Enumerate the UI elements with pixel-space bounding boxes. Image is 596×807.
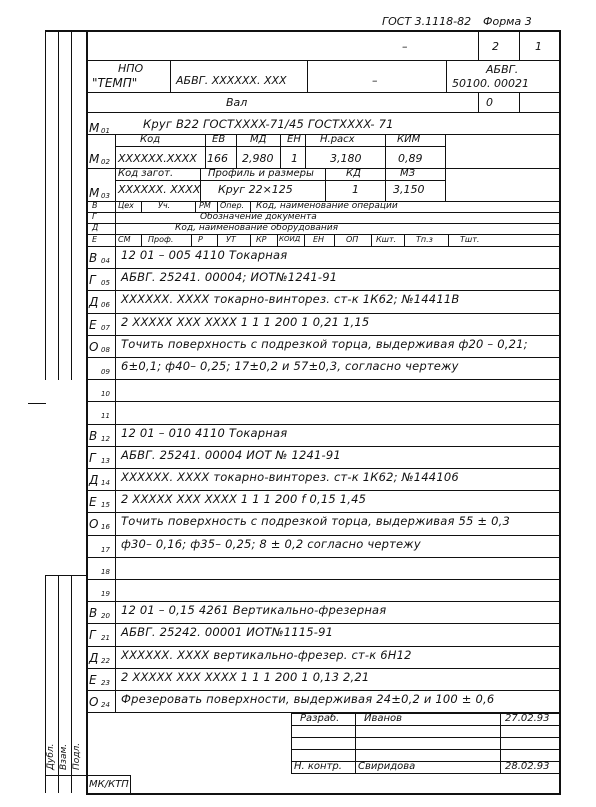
row-letter: Г xyxy=(89,628,96,642)
legend-g-text: Обозначение документа xyxy=(200,212,317,222)
row-number: 05 xyxy=(101,279,110,287)
row-label-sep xyxy=(115,668,116,690)
m03-v-profile: Круг 22×125 xyxy=(218,183,293,196)
m03-h-code: Код загот. xyxy=(118,168,174,179)
row-number: 04 xyxy=(101,257,110,265)
row-text: Точить поверхность с подрезкой торца, выдерживая ф20 – 0,21; xyxy=(121,337,528,351)
part-code-2: 50100. 00021 xyxy=(452,77,529,90)
hdr-v-2 xyxy=(519,30,520,61)
sheets-total: 1 xyxy=(535,40,542,53)
leg-b-v3 xyxy=(217,201,218,212)
standard-code: ГОСТ 3.1118-82 xyxy=(382,15,472,28)
row-letter: Е xyxy=(89,673,97,687)
row-text: 12 01 – 0,15 4261 Вертикально-фрезерная xyxy=(121,603,387,617)
corner-v xyxy=(130,775,131,794)
m03-v-3 xyxy=(385,168,386,201)
m02-v-1 xyxy=(115,134,116,201)
m03-v-kd: 1 xyxy=(352,183,359,196)
hdr-v-1 xyxy=(478,30,479,61)
leg-e-v9 xyxy=(404,234,405,246)
m02-h-code: Код xyxy=(140,134,161,145)
revision-zero: 0 xyxy=(486,96,493,109)
row-label-sep xyxy=(115,512,116,535)
row-text: 6±0,1; ф40– 0,25; 17±0,2 и 57±0,3, согласно чертежу xyxy=(121,359,459,373)
row-number: 23 xyxy=(101,679,110,687)
row-line xyxy=(86,424,560,425)
row-text: Точить поверхность с подрезкой торца, выдерживая 55 ± 0,3 xyxy=(121,514,510,528)
footer-line-2 xyxy=(291,737,559,738)
m03-v-4 xyxy=(445,168,446,201)
row-line xyxy=(86,557,560,558)
sheet-number: 2 xyxy=(492,40,499,53)
hdr-v-5 xyxy=(446,60,447,93)
header-dash-2: – xyxy=(372,74,378,87)
row-text: 12 01 – 010 4110 Токарная xyxy=(121,426,288,440)
leg-e-v3 xyxy=(217,234,218,246)
row-label-sep xyxy=(115,468,116,490)
footer-line-5 xyxy=(291,773,559,774)
m03-h-kd: КД xyxy=(346,168,361,179)
row-label-sep xyxy=(115,379,116,401)
row-number: 17 xyxy=(101,546,110,554)
legend-d-text: Код, наименование оборудования xyxy=(175,223,339,233)
footer-date-2: 28.02.93 xyxy=(505,761,550,772)
row-letter: В xyxy=(89,251,98,265)
m02-v-7 xyxy=(445,134,446,168)
legend-b-col-1: Уч. xyxy=(158,201,171,210)
row-label-sep xyxy=(115,401,116,424)
footer-role-1: Разраб. xyxy=(300,713,340,724)
m03-hdr-line xyxy=(115,180,445,181)
legend-v-main xyxy=(115,201,116,246)
margin-tick xyxy=(28,403,46,404)
hdr-v-3 xyxy=(170,60,171,93)
row-line xyxy=(86,490,560,491)
row-letter: Д xyxy=(89,295,99,309)
row-number: 21 xyxy=(101,634,110,642)
leg-e-v1 xyxy=(141,234,142,246)
row-label-sep xyxy=(115,579,116,601)
row-line xyxy=(86,512,560,513)
row-number: 09 xyxy=(101,368,110,376)
row-text: 2 XXXXX XXX XXXX 1 1 1 200 1 0,13 2,21 xyxy=(121,670,370,684)
m02-v-5 xyxy=(305,134,306,168)
row-number: 08 xyxy=(101,346,110,354)
leg-e-v7 xyxy=(334,234,335,246)
row-line xyxy=(86,313,560,314)
row-letter: В xyxy=(89,606,98,620)
legend-b-col-0: Цех xyxy=(118,201,134,210)
row-number: 11 xyxy=(101,412,110,420)
frame-bottom xyxy=(86,793,561,795)
row-text: Фрезеровать поверхности, выдерживая 24±0,2 и 100 ± 0,6 xyxy=(121,692,495,706)
row-letter: Д xyxy=(89,651,99,665)
legend-g-letter: Г xyxy=(92,212,97,221)
row-letter: О xyxy=(89,517,99,531)
row-label-sep xyxy=(115,601,116,623)
footer-role-2: Н. контр. xyxy=(294,761,342,772)
row-number: 13 xyxy=(101,457,110,465)
row-text: XXXXXX. XXXX токарно-винторез. ст-к 1К62; №14411В xyxy=(121,292,460,306)
legend-line-b xyxy=(86,212,560,213)
org-line-2: "ТЕМП" xyxy=(92,76,138,90)
m01-label: М xyxy=(89,121,100,135)
row-label-sep xyxy=(115,446,116,468)
header-dash-1: – xyxy=(402,40,408,53)
m02-v-6 xyxy=(385,134,386,168)
m02-v-kim: 0,89 xyxy=(398,152,423,165)
row-label-sep xyxy=(115,313,116,335)
row-number: 12 xyxy=(101,435,110,443)
row-letter: В xyxy=(89,429,98,443)
m02-v-code: XXXXXX.XXXX xyxy=(118,152,197,165)
row-line xyxy=(86,623,560,624)
row-number: 06 xyxy=(101,301,110,309)
row-number: 16 xyxy=(101,523,110,531)
row-letter: Е xyxy=(89,318,97,332)
row-label-sep xyxy=(115,335,116,357)
row-line xyxy=(86,601,560,602)
frame-top xyxy=(45,30,561,32)
row-line xyxy=(86,535,560,536)
hdr-v-4 xyxy=(307,60,308,93)
hdr-line-2 xyxy=(86,92,560,93)
frame-left xyxy=(86,30,88,795)
row-label-sep xyxy=(115,623,116,646)
m03-h-mz: МЗ xyxy=(400,168,416,179)
footer-v-1 xyxy=(291,713,292,774)
row-number: 07 xyxy=(101,324,110,332)
form-label: Форма 3 xyxy=(483,15,532,28)
m01-num: 01 xyxy=(101,127,110,135)
leg-e-v5 xyxy=(277,234,278,246)
frame-right xyxy=(559,30,561,795)
row-label-sep xyxy=(115,246,116,268)
row-text: XXXXXX. XXXX токарно-винторез. ст-к 1К62; №144106 xyxy=(121,470,459,484)
footer-line-1 xyxy=(291,725,559,726)
row-line xyxy=(86,268,560,269)
row-text: АБВГ. 25242. 00001 ИОТ№1115-91 xyxy=(121,625,334,639)
m02-v-2 xyxy=(205,134,206,168)
legend-e-col-3: УТ xyxy=(226,235,236,244)
margin-h-1 xyxy=(45,575,87,576)
row-line xyxy=(86,446,560,447)
footer-line-3 xyxy=(291,749,559,750)
hdr-v-7 xyxy=(519,92,520,113)
row-label-sep xyxy=(115,690,116,712)
legend-b-letter: В xyxy=(92,201,98,210)
row-line xyxy=(86,646,560,647)
row-letter: Д xyxy=(89,473,99,487)
side-label-dubl: Дубл. xyxy=(46,743,56,770)
footer-name-1: Иванов xyxy=(364,713,403,724)
row-line xyxy=(86,401,560,402)
row-label-sep xyxy=(115,268,116,290)
m03-num: 03 xyxy=(101,192,110,200)
part-code-1: АБВГ. xyxy=(486,63,519,76)
leg-e-v10 xyxy=(448,234,449,246)
margin-line-3 xyxy=(71,30,72,380)
row-line xyxy=(86,290,560,291)
leg-e-v4 xyxy=(250,234,251,246)
m02-v-md: 2,980 xyxy=(242,152,274,165)
row-label-sep xyxy=(115,646,116,668)
m01-text: Круг В22 ГОСТXXXX-71/45 ГОСТXXXX- 71 xyxy=(143,117,394,131)
m02-v-nrash: 3,180 xyxy=(330,152,362,165)
m02-v-en: 1 xyxy=(291,152,298,165)
row-line xyxy=(86,357,560,358)
m03-v-mz: 3,150 xyxy=(393,183,425,196)
m03-v-code: XXXXXX. XXXX xyxy=(118,183,201,196)
m02-num: 02 xyxy=(101,158,110,166)
row-text: ф30– 0,16; ф35– 0,25; 8 ± 0,2 согласно чертежу xyxy=(121,537,421,551)
legend-line-e xyxy=(86,246,560,247)
m03-h-profile: Профиль и размеры xyxy=(208,168,314,179)
margin-line-2 xyxy=(58,30,59,380)
footer-name-2: Свиридова xyxy=(358,761,416,772)
footer-date-1: 27.02.93 xyxy=(505,713,550,724)
row-text: 2 XXXXX XXX XXXX 1 1 1 200 f 0,15 1,45 xyxy=(121,492,367,506)
row-line xyxy=(86,690,560,691)
legend-b-col-3: Опер. xyxy=(220,201,245,210)
row-line xyxy=(86,335,560,336)
m02-h-kim: КИМ xyxy=(397,134,421,145)
row-number: 14 xyxy=(101,479,110,487)
leg-b-v4 xyxy=(250,201,251,212)
row-number: 19 xyxy=(101,590,110,598)
legend-e-col-10: Тшт. xyxy=(460,235,480,244)
row-number: 15 xyxy=(101,501,110,509)
row-letter: О xyxy=(89,340,99,354)
hdr-line-3 xyxy=(86,112,560,113)
row-text: 2 XXXXX XXX XXXX 1 1 1 200 1 0,21 1,15 xyxy=(121,315,370,329)
footer-v-3 xyxy=(500,713,501,774)
m02-v-4 xyxy=(280,134,281,168)
row-label-sep xyxy=(115,424,116,446)
row-line xyxy=(86,579,560,580)
row-line xyxy=(86,379,560,380)
row-label-sep xyxy=(115,290,116,313)
row-letter: Г xyxy=(89,451,96,465)
part-name: Вал xyxy=(226,96,248,109)
corner-label: МК/КТП xyxy=(89,779,129,790)
m02-h-ev: ЕВ xyxy=(212,134,226,145)
corner-h xyxy=(86,775,131,776)
row-number: 10 xyxy=(101,390,110,398)
row-label-sep xyxy=(115,535,116,557)
row-number: 20 xyxy=(101,612,110,620)
m02-h-md: МД xyxy=(250,134,267,145)
legend-e-col-1: Проф. xyxy=(148,235,174,244)
hdr-v-6 xyxy=(478,92,479,113)
row-text: АБВГ. 25241. 00004; ИОТ№1241-91 xyxy=(121,270,338,284)
row-number: 24 xyxy=(101,701,110,709)
org-line-1: НПО xyxy=(118,62,144,75)
leg-e-v6 xyxy=(304,234,305,246)
legend-e-col-2: Р xyxy=(198,235,203,244)
m03-label: М xyxy=(89,186,100,200)
side-label-vzam: Взам. xyxy=(59,743,69,770)
leg-b-v2 xyxy=(195,201,196,212)
row-number: 22 xyxy=(101,657,110,665)
footer-v-2 xyxy=(355,713,356,774)
m02-h-en: ЕН xyxy=(287,134,301,145)
margin-line-1 xyxy=(45,30,46,380)
leg-e-v2 xyxy=(191,234,192,246)
m03-v-2 xyxy=(325,168,326,201)
legend-e-col-8: Кшт. xyxy=(376,235,397,244)
m02-v-3 xyxy=(236,134,237,168)
legend-e-col-0: СМ xyxy=(118,235,131,244)
m02-v-ev: 166 xyxy=(207,152,228,165)
m02-h-nrash: Н.расх xyxy=(320,134,355,145)
row-text: 12 01 – 005 4110 Токарная xyxy=(121,248,288,262)
row-text: XXXXXX. XXXX вертикально-фрезер. ст-к 6Н12 xyxy=(121,648,412,662)
row-letter: О xyxy=(89,695,99,709)
legend-e-col-4: КР xyxy=(256,235,267,244)
leg-e-v8 xyxy=(371,234,372,246)
row-label-sep xyxy=(115,490,116,512)
legend-d-letter: Д xyxy=(92,223,99,232)
doc-code: АБВГ. XXXXXX. XXX xyxy=(176,74,287,87)
row-number: 18 xyxy=(101,568,110,576)
m02-label: М xyxy=(89,152,100,166)
margin-h-2 xyxy=(45,775,87,776)
row-label-sep xyxy=(115,357,116,379)
legend-b-col-4: Код, наименование операции xyxy=(256,201,398,211)
row-text: АБВГ. 25241. 00004 ИОТ № 1241-91 xyxy=(121,448,341,462)
row-line xyxy=(86,668,560,669)
side-label-podl: Подл. xyxy=(72,742,82,770)
row-label-sep xyxy=(115,557,116,579)
legend-e-letter: Е xyxy=(92,235,98,244)
legend-e-col-9: Тп.з xyxy=(416,235,433,244)
legend-b-col-2: РМ xyxy=(199,201,211,210)
legend-e-col-6: ЕН xyxy=(313,235,325,244)
row-letter: Е xyxy=(89,495,97,509)
legend-e-col-5: КОИД xyxy=(279,235,301,243)
row-line xyxy=(86,468,560,469)
hdr-line-1 xyxy=(86,60,560,61)
row-letter: Г xyxy=(89,273,96,287)
legend-e-col-7: ОП xyxy=(346,235,359,244)
leg-b-v1 xyxy=(141,201,142,212)
